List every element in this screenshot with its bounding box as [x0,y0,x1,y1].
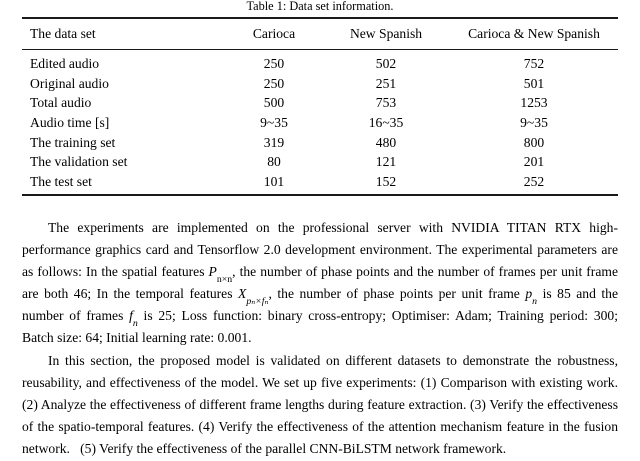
paragraph-segment: is 25; Loss function: binary cross-entropy; Optimiser: Adam; Training period: 300; Batch size: 64; Initial learning rate: 0.001. [22,307,618,346]
table-row [22,93,618,113]
cell-both: 252 [523,173,545,189]
table-row [22,113,618,133]
table-row [22,50,618,74]
table-caption: Table 1: Data set information. [246,0,394,13]
table-rule-bottom [22,194,618,196]
cell-new-spanish: 502 [375,56,397,72]
table-row [22,172,618,195]
cell-new-spanish: 121 [375,154,397,170]
row-label: The validation set [30,154,128,170]
row-label: Original audio [30,75,109,91]
row-label: Audio time [s] [30,114,110,130]
paragraph-segment: , the number of phase points and the number of frames per unit frame are both 46; In the temporal features [22,263,618,301]
paragraph-segment: , the number of phase points per unit frame [268,285,526,301]
math-base: f [129,307,133,323]
cell-both: 501 [523,75,545,91]
paragraph-segment: The experiments are implemented on the professional server with NVIDIA TITAN RTX high-performance graphics card and Tensorflow 2.0 development environment. The experimental parameters are as follows: In the spatial features [22,219,618,279]
math-symbol-fn [129,307,138,330]
paragraph-experiments [22,217,618,350]
math-subscript: n [132,318,138,330]
row-label: The test set [30,173,92,189]
cell-both: 752 [523,56,545,72]
table-row [22,152,618,172]
table-row [22,74,618,94]
cell-both: 9~35 [520,114,548,130]
column-header-carioca-and-new-spanish: Carioca & New Spanish [468,26,600,41]
dataset-table [22,17,618,196]
cell-new-spanish: 480 [375,134,397,150]
cell-new-spanish: 251 [375,75,397,91]
cell-new-spanish: 753 [375,95,397,111]
cell-carioca: 9~35 [260,114,288,130]
table-header-row [22,19,618,49]
cell-both: 201 [523,154,545,170]
cell-both: 800 [523,134,545,150]
math-subscript: pₙ×fₙ [246,296,269,308]
row-label: Edited audio [30,56,100,72]
row-label: The training set [30,134,116,150]
paragraph-validation [22,350,618,460]
math-subscript: n×n [216,274,233,286]
math-symbol-pn [525,285,538,308]
column-header-carioca: Carioca [252,26,296,41]
cell-both: 1253 [520,95,548,111]
math-base: X [238,285,247,301]
cell-new-spanish: 152 [375,173,397,189]
paragraph-segment: In this section, the proposed model is validated on different datasets to demonstrate the robustness, reusability, and effectiveness of the model. We set up five experiments: (1) Comparison with existing work. (2) Analyze the effectiveness of different frame lengths during feature extraction. (3) Verify the effectiveness of the spatio-temporal features. (4) Verify the effectiveness of the attention mechanism feature in the fusion network. (5) Verify the effectiveness of the parallel CNN-BiLSTM network framework. [22,352,618,456]
column-header-new-spanish: New Spanish [349,26,423,41]
column-header-data-set: The data set [30,26,96,41]
math-base: p [525,285,533,301]
row-label: Total audio [30,95,92,111]
cell-carioca: 101 [263,173,285,189]
cell-carioca: 80 [267,154,281,170]
cell-new-spanish: 16~35 [368,114,404,130]
cell-carioca: 250 [263,56,285,72]
cell-carioca: 500 [263,95,285,111]
table-row [22,133,618,153]
paragraph-segment: is 85 and the number of frames [22,285,619,323]
cell-carioca: 250 [263,75,285,91]
dataset-table-wrapper [22,17,618,196]
cell-carioca: 319 [263,134,285,150]
math-base: P [208,263,217,279]
math-subscript: n [532,296,538,308]
